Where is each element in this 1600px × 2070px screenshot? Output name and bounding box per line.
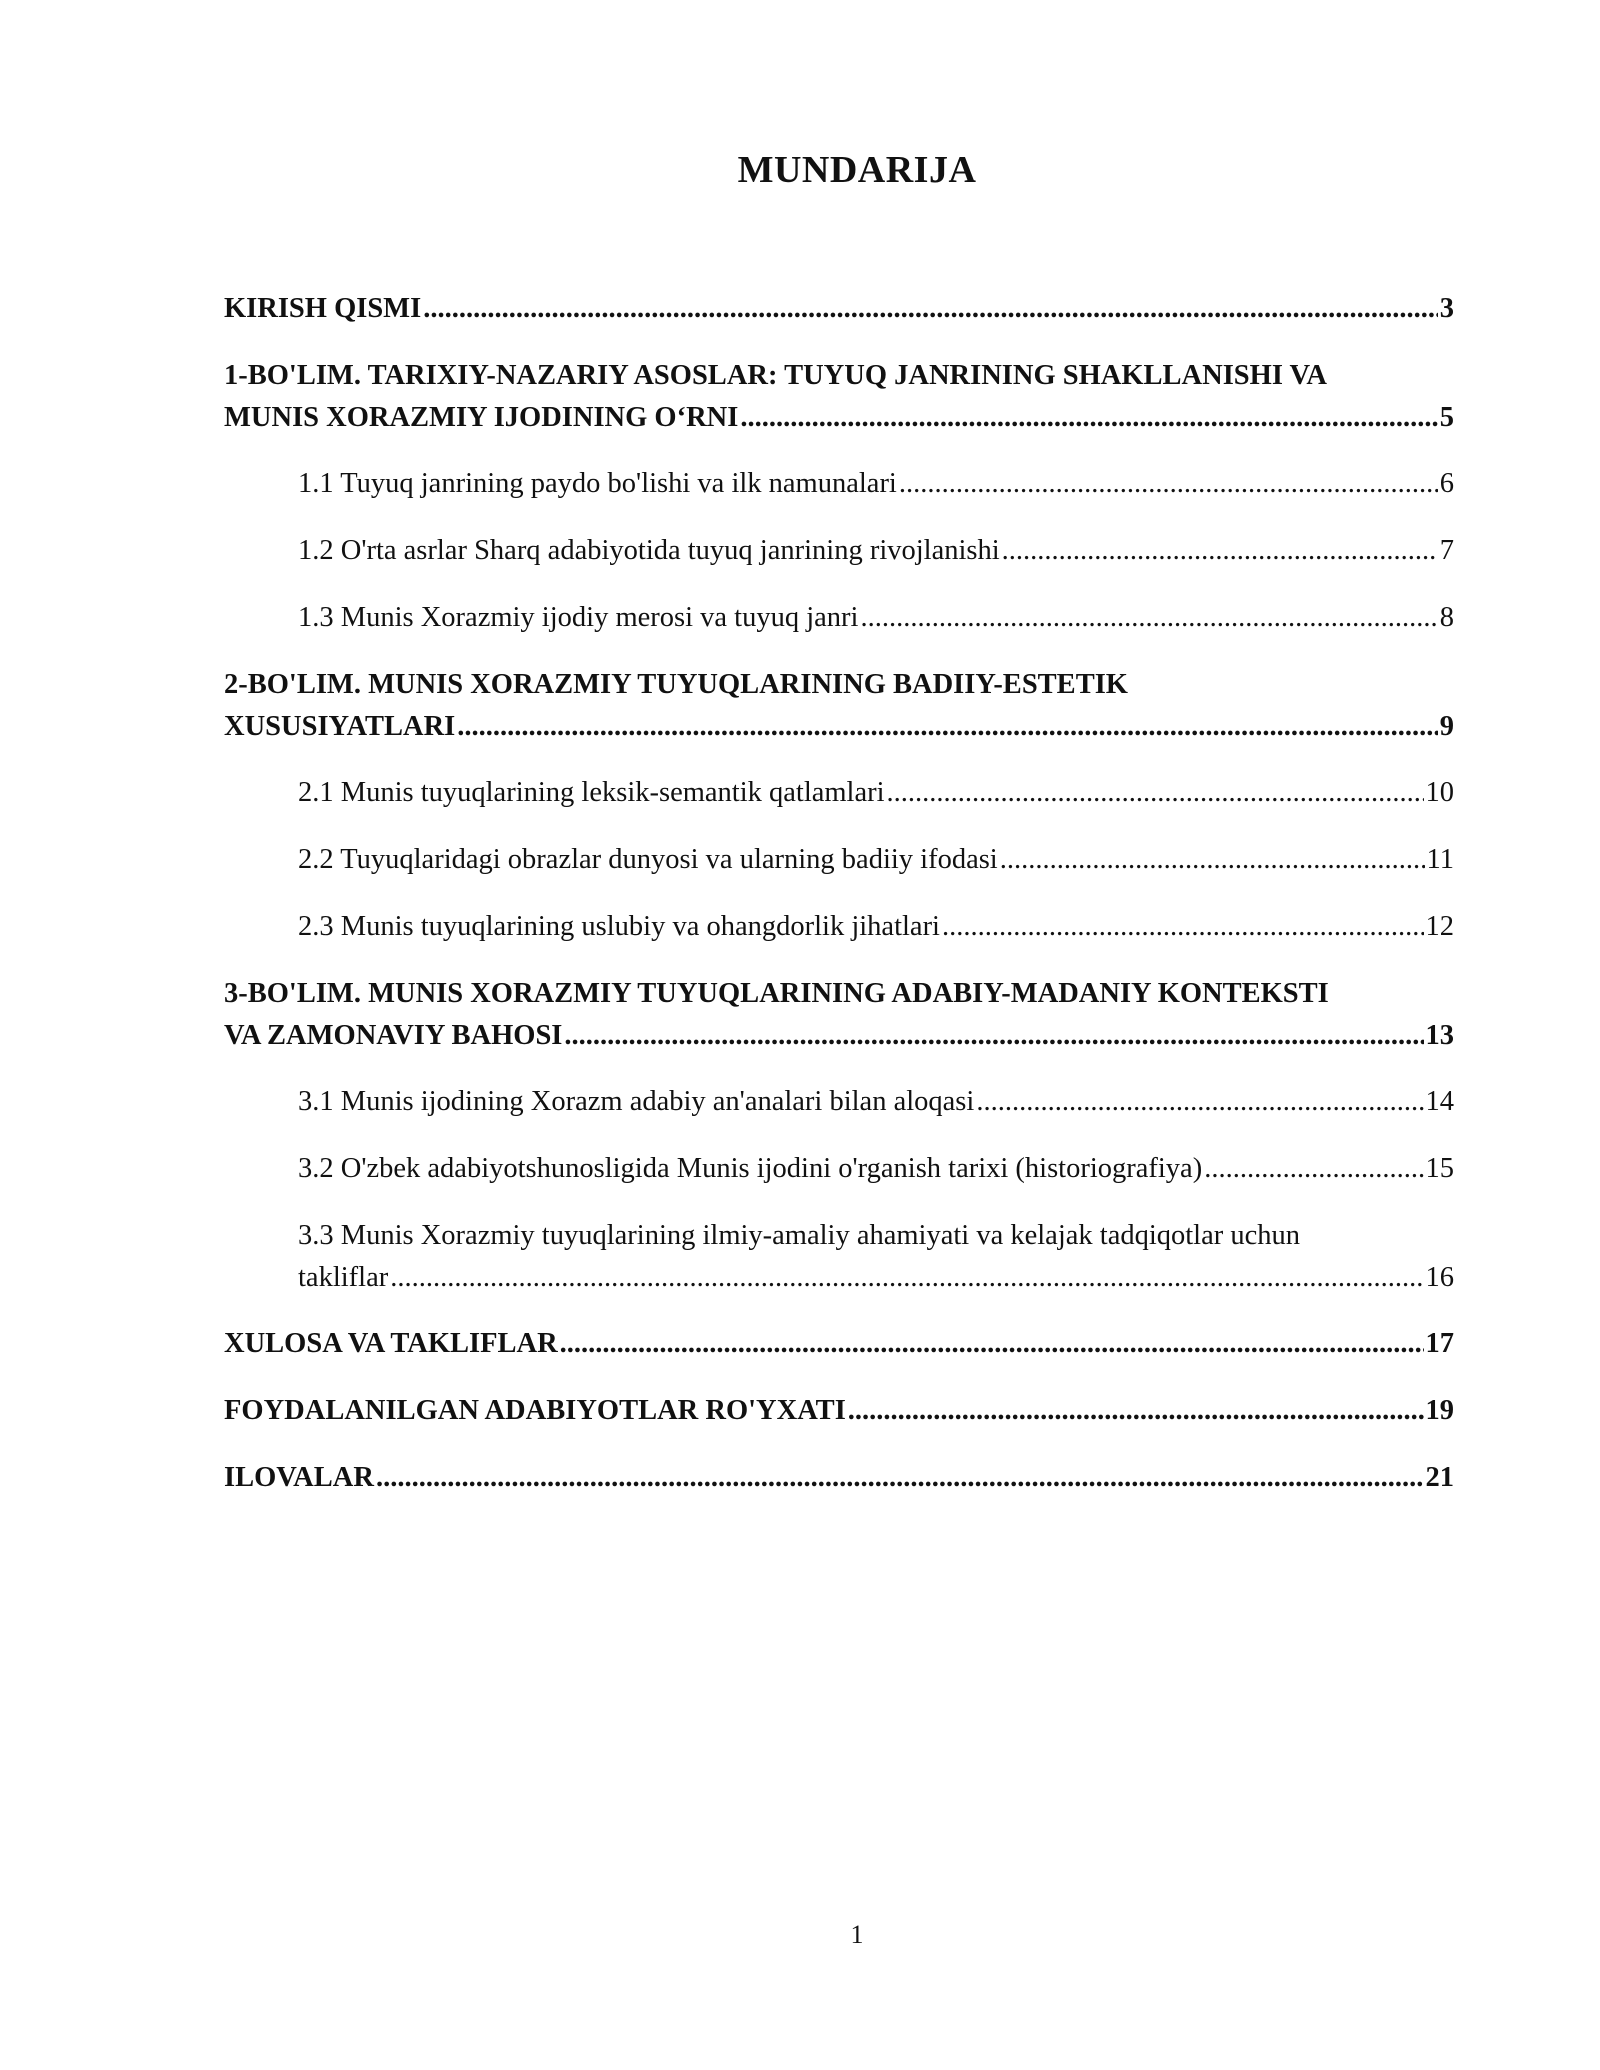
dot-leader <box>1002 530 1438 572</box>
toc-page-number: 14 <box>1425 1086 1454 1117</box>
toc-entry-title: 2.3 Munis tuyuqlarining uslubiy va ohangdorlik jihatlari <box>298 911 940 942</box>
toc-page-number: 9 <box>1439 711 1454 742</box>
toc-entry-bolim-3[interactable] <box>224 973 1454 1057</box>
toc-entry-xulosa[interactable] <box>224 1323 1454 1365</box>
toc-page-number: 11 <box>1426 844 1454 875</box>
dot-leader <box>740 397 1437 439</box>
toc-entry-1-2[interactable] <box>298 530 1454 572</box>
toc-entry-title: 3.1 Munis ijodining Xorazm adabiy an'analari bilan aloqasi <box>298 1086 975 1117</box>
toc-page-number: 7 <box>1439 535 1454 566</box>
toc-page-number: 21 <box>1425 1462 1454 1493</box>
toc-entry-title-line1: 1-BO'LIM. TARIXIY-NAZARIY ASOSLAR: TUYUQ JANRINING SHAKLLANISHI VA <box>224 360 1328 391</box>
page-title: MUNDARIJA <box>737 149 977 191</box>
dot-leader <box>942 906 1424 948</box>
toc-entry-3-1[interactable] <box>298 1081 1454 1123</box>
toc-entry-title: 3.2 O'zbek adabiyotshunosligida Munis ijodini o'rganish tarixi (historiografiya) <box>298 1153 1203 1184</box>
toc-entry-3-3[interactable] <box>298 1215 1454 1299</box>
toc-entry-3-2[interactable] <box>298 1148 1454 1190</box>
toc-entry-bolim-2[interactable] <box>224 664 1454 748</box>
toc-entry-title: XULOSA VA TAKLIFLAR <box>224 1328 558 1359</box>
toc-entry-title: KIRISH QISMI <box>224 293 422 324</box>
dot-leader <box>860 597 1437 639</box>
dot-leader <box>423 288 1438 330</box>
toc-entry-title: FOYDALANILGAN ADABIYOTLAR RO'YXATI <box>224 1395 846 1426</box>
toc-entry-title-line2: MUNIS XORAZMIY IJODINING O‘RNI <box>224 402 739 433</box>
toc-entry-title-line1: 3-BO'LIM. MUNIS XORAZMIY TUYUQLARINING ADABIY-MADANIY KONTEKSTI <box>224 978 1329 1009</box>
toc-page-number: 13 <box>1425 1020 1454 1051</box>
toc-entry-title: 1.2 O'rta asrlar Sharq adabiyotida tuyuq janrining rivojlanishi <box>298 535 1000 566</box>
toc-page-number: 5 <box>1439 402 1454 433</box>
toc-entry-title-line2: XUSUSIYATLARI <box>224 711 456 742</box>
dot-leader <box>976 1081 1423 1123</box>
toc-entry-title: ILOVALAR <box>224 1462 374 1493</box>
toc-entry-1-1[interactable] <box>298 463 1454 505</box>
toc-entry-title: 1.1 Tuyuq janrining paydo bo'lishi va ilk namunalari <box>298 468 897 499</box>
toc-entry-bolim-1[interactable] <box>224 355 1454 439</box>
toc-entry-title-line2: takliflar <box>298 1262 389 1293</box>
toc-page-number: 10 <box>1425 777 1454 808</box>
page-number: 1 <box>850 1920 864 1949</box>
toc-page-number: 12 <box>1425 911 1454 942</box>
dot-leader <box>457 706 1438 748</box>
toc-page-number: 8 <box>1439 602 1454 633</box>
dot-leader <box>560 1323 1424 1365</box>
toc-entry-kirish[interactable] <box>224 288 1454 330</box>
toc-entry-title-line1: 2-BO'LIM. MUNIS XORAZMIY TUYUQLARINING BADIIY-ESTETIK <box>224 669 1128 700</box>
dot-leader <box>376 1457 1424 1499</box>
toc-entry-1-3[interactable] <box>298 597 1454 639</box>
dot-leader <box>848 1390 1424 1432</box>
toc-page-number: 3 <box>1439 293 1454 324</box>
toc-entry-ilovalar[interactable] <box>224 1457 1454 1499</box>
toc-page-number: 19 <box>1425 1395 1454 1426</box>
toc-entry-adabiyotlar[interactable] <box>224 1390 1454 1432</box>
toc-page-number: 16 <box>1425 1262 1454 1293</box>
toc-entry-2-3[interactable] <box>298 906 1454 948</box>
dot-leader <box>390 1257 1423 1299</box>
dot-leader <box>887 772 1424 814</box>
toc-entry-title-line1: 3.3 Munis Xorazmiy tuyuqlarining ilmiy-amaliy ahamiyati va kelajak tadqiqotlar uchun <box>298 1220 1301 1251</box>
toc-entry-2-1[interactable] <box>298 772 1454 814</box>
toc-page-number: 15 <box>1425 1153 1454 1184</box>
toc-entry-title: 2.1 Munis tuyuqlarining leksik-semantik qatlamlari <box>298 777 885 808</box>
dot-leader <box>564 1015 1423 1057</box>
toc-entry-title-line2: VA ZAMONAVIY BAHOSI <box>224 1020 563 1051</box>
dot-leader <box>899 463 1438 505</box>
toc-entry-title: 2.2 Tuyuqlaridagi obrazlar dunyosi va ularning badiiy ifodasi <box>298 844 998 875</box>
toc-entry-title: 1.3 Munis Xorazmiy ijodiy merosi va tuyuq janri <box>298 602 859 633</box>
toc-entry-2-2[interactable] <box>298 839 1454 881</box>
toc-page-number: 17 <box>1425 1328 1454 1359</box>
dot-leader <box>1000 839 1425 881</box>
toc-page-number: 6 <box>1439 468 1454 499</box>
dot-leader <box>1204 1148 1423 1190</box>
